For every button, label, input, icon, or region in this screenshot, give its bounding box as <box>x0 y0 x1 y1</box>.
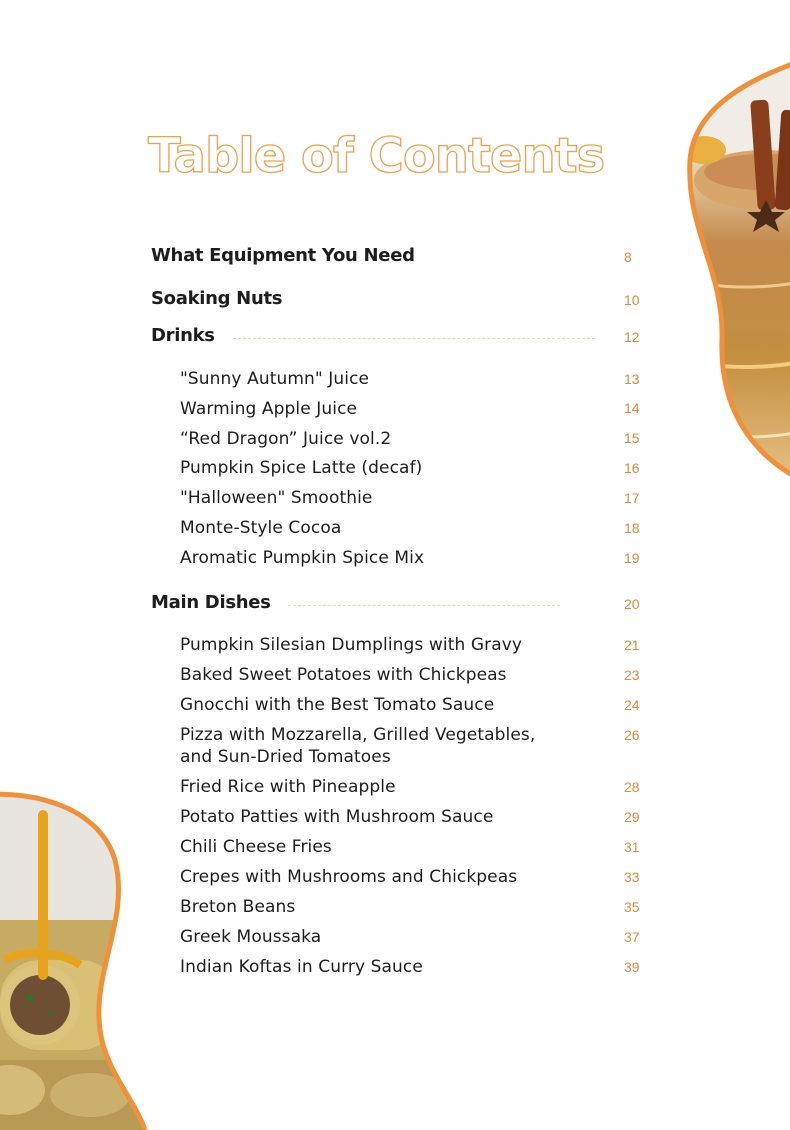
page-number: 24 <box>624 697 640 713</box>
page-number: 35 <box>624 899 640 915</box>
section-label: What Equipment You Need <box>151 245 415 266</box>
dotted-leader <box>233 338 595 339</box>
item-label-continued: and Sun-Dried Tomatoes <box>180 747 391 767</box>
page-number: 37 <box>624 929 640 945</box>
page-number: 33 <box>624 869 640 885</box>
page-number: 13 <box>624 371 640 387</box>
page-number: 12 <box>624 329 640 345</box>
item-label: “Red Dragon” Juice vol.2 <box>180 429 392 449</box>
item-label: Breton Beans <box>180 897 296 917</box>
latte-photo <box>684 60 790 490</box>
page-number: 19 <box>624 550 640 566</box>
page-number: 26 <box>624 727 640 743</box>
section-label: Soaking Nuts <box>151 288 283 309</box>
item-label: Chili Cheese Fries <box>180 837 332 857</box>
page-number: 10 <box>624 292 640 308</box>
item-label: Aromatic Pumpkin Spice Mix <box>180 548 425 568</box>
item-label: Crepes with Mushrooms and Chickpeas <box>180 867 518 887</box>
dotted-leader <box>288 605 560 606</box>
page-number: 16 <box>624 460 640 476</box>
item-label: Pizza with Mozzarella, Grilled Vegetables, <box>180 725 536 745</box>
item-label: Indian Koftas in Curry Sauce <box>180 957 423 977</box>
page-number: 20 <box>624 596 640 612</box>
item-label: Potato Patties with Mushroom Sauce <box>180 807 494 827</box>
item-label: "Sunny Autumn" Juice <box>180 369 370 389</box>
item-label: Pumpkin Spice Latte (decaf) <box>180 458 423 478</box>
item-label: Pumpkin Silesian Dumplings with Gravy <box>180 635 523 655</box>
item-label: Greek Moussaka <box>180 927 322 947</box>
section-label: Drinks <box>151 325 215 346</box>
item-label: Fried Rice with Pineapple <box>180 777 396 797</box>
page-number: 29 <box>624 809 640 825</box>
page-number: 39 <box>624 959 640 975</box>
page-number: 18 <box>624 520 640 536</box>
item-label: Warming Apple Juice <box>180 399 358 419</box>
item-label: "Halloween" Smoothie <box>180 488 373 508</box>
page-number: 31 <box>624 839 640 855</box>
page-number: 8 <box>624 249 632 265</box>
item-label: Gnocchi with the Best Tomato Sauce <box>180 695 495 715</box>
item-label: Baked Sweet Potatoes with Chickpeas <box>180 665 507 685</box>
page-number: 17 <box>624 490 640 506</box>
page-title: Table of Contents <box>148 128 605 184</box>
crepe-photo <box>0 770 155 1130</box>
page-number: 15 <box>624 430 640 446</box>
page-number: 28 <box>624 779 640 795</box>
item-label: Monte-Style Cocoa <box>180 518 342 538</box>
page-number: 23 <box>624 667 640 683</box>
page-number: 14 <box>624 400 640 416</box>
section-label: Main Dishes <box>151 592 271 613</box>
page-number: 21 <box>624 637 640 653</box>
